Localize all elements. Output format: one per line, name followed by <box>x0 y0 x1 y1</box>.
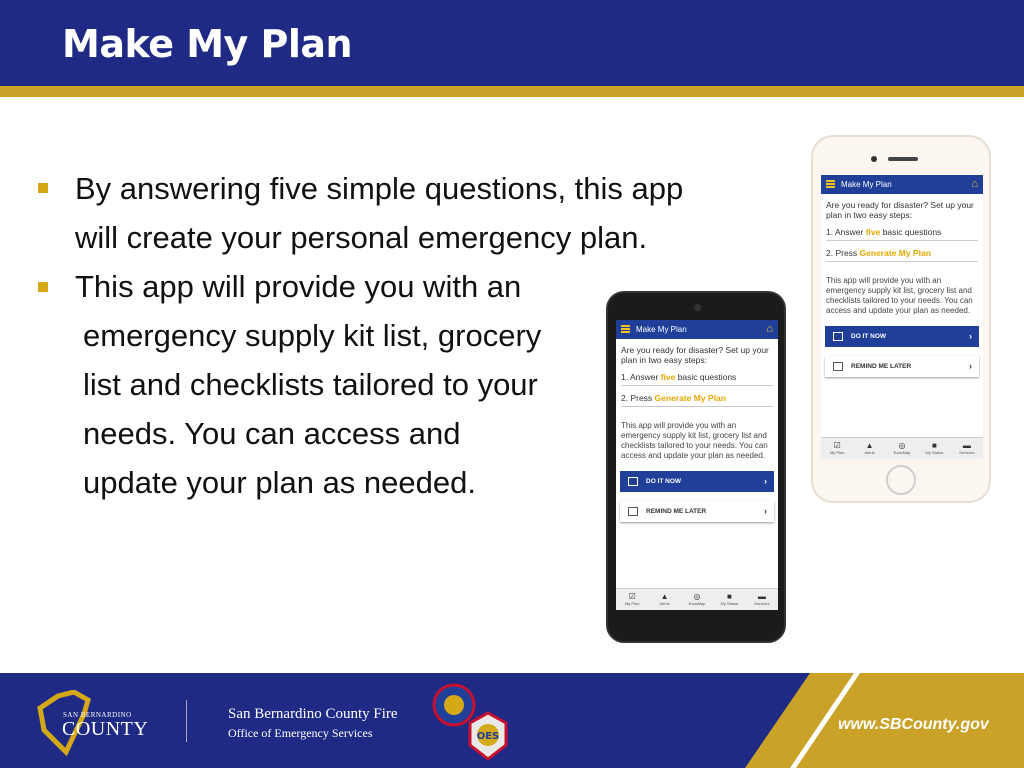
title-bar <box>0 0 1024 86</box>
bullet-2-line-3: list and checklists tailored to your <box>83 367 538 402</box>
remind-me-later-button[interactable]: REMIND ME LATER › <box>825 356 979 377</box>
app-intro: Are you ready for disaster? Set up your plan in two easy steps: <box>621 345 769 365</box>
app-title: Make My Plan <box>636 325 687 334</box>
logo-county-text: COUNTY <box>62 718 149 740</box>
app-header <box>616 320 778 339</box>
step-2: 2. Press Generate My Plan <box>621 393 773 407</box>
gold-divider <box>0 86 1024 97</box>
compass-icon: ◎ <box>898 441 906 450</box>
chat-icon: ■ <box>932 441 937 450</box>
check-icon: ☑ <box>833 441 841 450</box>
bullet-2-line-1: This app will provide you with an <box>75 269 522 304</box>
home-icon[interactable]: ⌂ <box>766 323 773 335</box>
tab-evacmap[interactable]: ◎ EvacMap <box>886 438 918 459</box>
tab-my-plan[interactable]: ☑ My Plan <box>616 589 648 610</box>
org-name: San Bernardino County Fire <box>228 706 398 722</box>
tab-my-plan[interactable]: ☑ My Plan <box>821 438 853 459</box>
slide-title: Make My Plan <box>62 22 353 66</box>
chevron-right-icon: › <box>764 506 767 516</box>
do-it-now-button[interactable]: DO IT NOW › <box>825 326 979 347</box>
tab-bar <box>821 437 983 459</box>
bullet-2-line-5: update your plan as needed. <box>83 465 476 500</box>
tab-alerts[interactable]: ▲ Alerts <box>648 589 680 610</box>
step-1: 1. Answer five basic questions <box>621 372 773 386</box>
app-description: This app will provide you with an emergency supply kit list, grocery list and checklists tailored to your needs. You can access and update your plan as needed. <box>621 421 768 460</box>
app-description: This app will provide you with an emergency supply kit list, grocery list and checklists tailored to your needs. You can access and update your plan as needed. <box>826 276 973 315</box>
phone-mockup-black <box>606 291 786 643</box>
checklist-icon <box>833 332 843 341</box>
app-screen <box>616 320 778 610</box>
alert-icon: ▲ <box>865 441 874 450</box>
step-1: 1. Answer five basic questions <box>826 227 978 241</box>
app-header <box>821 175 983 194</box>
phone-mockup-white <box>811 135 991 503</box>
truck-icon: ▬ <box>962 441 971 450</box>
app-intro: Are you ready for disaster? Set up your plan in two easy steps: <box>826 200 974 220</box>
calendar-icon <box>628 507 638 516</box>
bullet-2-line-4: needs. You can access and <box>83 416 461 451</box>
fire-oes-seals-icon <box>426 683 512 763</box>
camera-icon <box>871 156 877 162</box>
website-link[interactable]: www.SBCounty.gov <box>838 716 989 733</box>
bullet-square-icon <box>38 183 48 193</box>
tab-alerts[interactable]: ▲ Alerts <box>853 438 885 459</box>
calendar-icon <box>833 362 843 371</box>
bullet-1-line-2: will create your personal emergency plan. <box>75 220 648 255</box>
home-icon[interactable]: ⌂ <box>971 178 978 190</box>
camera-icon <box>694 304 701 311</box>
chevron-right-icon: › <box>969 361 972 371</box>
app-screen <box>821 175 983 459</box>
chat-icon: ■ <box>727 592 732 601</box>
bullet-2-line-2: emergency supply kit list, grocery <box>83 318 542 353</box>
check-icon: ☑ <box>628 592 636 601</box>
bullet-square-icon <box>38 282 48 292</box>
speaker-icon <box>888 157 918 161</box>
compass-icon: ◎ <box>693 592 701 601</box>
tab-services[interactable]: ▬ Services <box>746 589 778 610</box>
footer-divider <box>186 700 187 742</box>
tab-my-status[interactable]: ■ My Status <box>918 438 950 459</box>
app-title: Make My Plan <box>841 180 892 189</box>
menu-icon[interactable] <box>826 180 835 188</box>
tab-my-status[interactable]: ■ My Status <box>713 589 745 610</box>
logo-small-text: SAN BERNARDINO <box>63 711 132 719</box>
tab-services[interactable]: ▬ Services <box>951 438 983 459</box>
alert-icon: ▲ <box>660 592 669 601</box>
step-2: 2. Press Generate My Plan <box>826 248 978 262</box>
bullet-1-line-1: By answering five simple questions, this app <box>75 171 684 206</box>
chevron-right-icon: › <box>969 331 972 341</box>
org-subtitle: Office of Emergency Services <box>228 726 373 740</box>
checklist-icon <box>628 477 638 486</box>
remind-me-later-button[interactable]: REMIND ME LATER › <box>620 501 774 522</box>
home-button <box>886 465 916 495</box>
chevron-right-icon: › <box>764 476 767 486</box>
tab-bar <box>616 588 778 610</box>
tab-evacmap[interactable]: ◎ EvacMap <box>681 589 713 610</box>
menu-icon[interactable] <box>621 325 630 333</box>
truck-icon: ▬ <box>757 592 766 601</box>
svg-text:OES: OES <box>476 731 500 742</box>
do-it-now-button[interactable]: DO IT NOW › <box>620 471 774 492</box>
